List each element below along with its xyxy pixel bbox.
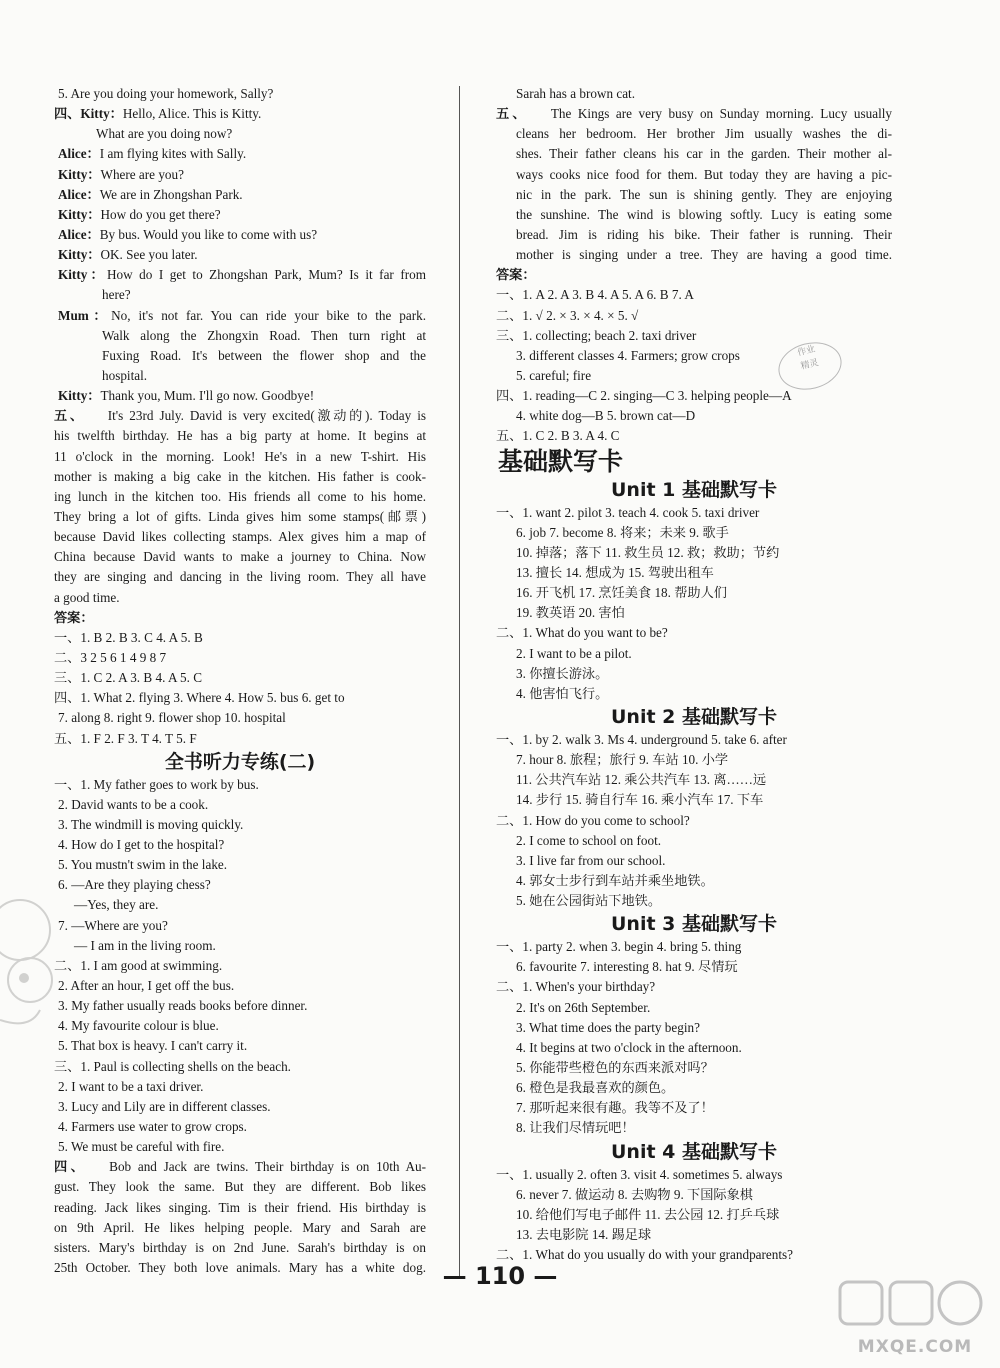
line-text: 7. 那听起来很有趣。我等不及了！ (516, 1100, 714, 1116)
text-line (496, 644, 892, 664)
line-text: the sunshine. The wind is blowing softly. Lucy is eating some (516, 206, 892, 222)
text-line (496, 957, 892, 977)
text-line (496, 1225, 892, 1245)
line-text: sisters. Mary's birthday is on 2nd June. Sarah's birthday is on (54, 1239, 426, 1255)
line-text: 二、1. √ 2. × 3. × 4. × 5. √ (496, 307, 639, 323)
text-line (54, 366, 426, 386)
text-line (54, 668, 426, 688)
line-text: 19. 教英语 20. 害怕 (516, 605, 625, 621)
line-text: 3. What time does the party begin? (516, 1019, 700, 1035)
text-line (54, 1117, 426, 1137)
text-line (496, 245, 892, 265)
line-text: 2. I want to be a taxi driver. (58, 1078, 204, 1094)
line-text: 5. 她在公园街站下地铁。 (516, 893, 662, 909)
text-line (54, 426, 426, 446)
text-line (54, 688, 426, 708)
line-text: 16. 开飞机 17. 烹饪美食 18. 帮助人们 (516, 585, 727, 601)
line-text: gust. They look the same. But they are different. Bob likes (54, 1179, 426, 1195)
text-line (54, 225, 426, 245)
line-text: 3. I live far from our school. (516, 852, 666, 868)
text-line (54, 84, 426, 104)
line-text: 5. 你能带些橙色的东西来派对吗？ (516, 1060, 714, 1076)
line-text: 5. Are you doing your homework, Sally? (58, 86, 274, 101)
text-line (54, 815, 426, 835)
text-line (496, 770, 892, 790)
line-text: 13. 去电影院 14. 踢足球 (516, 1227, 652, 1243)
text-line (54, 895, 426, 915)
watermark-url: MXQE.COM (857, 1337, 973, 1357)
line-text: nic in the park. The sun is shining gently. They are enjoying (516, 186, 892, 202)
text-line (54, 976, 426, 996)
line-text: 三、1. collecting; beach 2. taxi driver (496, 327, 697, 343)
line-text: 4. How do I get to the hospital? (58, 837, 225, 853)
line-text: 2. I want to be a pilot. (516, 645, 632, 661)
text-line (496, 386, 892, 406)
line-text: 一、1. party 2. when 3. begin 4. bring 5. thing (496, 939, 742, 955)
text-line (54, 124, 426, 144)
line-text: No, it's not far. You can ride your bike to the park. (111, 307, 426, 323)
text-line (496, 1058, 892, 1078)
speaker-label: Kitty： (58, 388, 101, 404)
text-line (496, 1098, 892, 1118)
line-text: 4. Farmers use water to grow crops. (58, 1119, 247, 1135)
text-line (496, 563, 892, 583)
line-text: 4. My favourite colour is blue. (58, 1018, 219, 1034)
text-line (54, 1057, 426, 1077)
text-line (496, 623, 892, 643)
text-line (54, 507, 426, 527)
line-text: 四、1. reading—C 2. singing—C 3. helping people—A (496, 388, 792, 404)
text-line (54, 205, 426, 225)
line-text: 4. 郭女士步行到车站并乘坐地铁。 (516, 872, 714, 888)
text-line (496, 523, 892, 543)
text-line (54, 835, 426, 855)
line-text: 一、1. A 2. A 3. B 4. A 5. A 6. B 7. A (496, 287, 694, 303)
line-text: 6. never 7. 做运动 8. 去购物 9. 下国际象棋 (516, 1186, 753, 1202)
text-line (496, 543, 892, 563)
right-column (496, 84, 892, 1265)
text-line (54, 447, 426, 467)
text-line (54, 775, 426, 795)
text-line (496, 811, 892, 831)
section-number: 五、 (54, 408, 86, 424)
line-text: 10. 掉落；落下 11. 救生员 12. 救；救助；节约 (516, 544, 780, 560)
line-text: 5. You mustn't swim in the lake. (58, 857, 228, 873)
text-line (496, 1185, 892, 1205)
text-line (54, 648, 426, 668)
text-line (496, 1078, 892, 1098)
line-text: Walk along the Zhongxin Road. Then turn right at (102, 327, 426, 343)
line-text: ways cooks nice food for them. But today they are having a pic- (516, 166, 892, 182)
text-line (496, 185, 892, 205)
unit-heading: Unit 4 基础默写卡 (611, 1140, 777, 1163)
text-line (54, 1198, 426, 1218)
text-line (496, 891, 892, 911)
text-line (496, 84, 892, 104)
section-number: 答案： (496, 267, 536, 283)
text-line (54, 265, 426, 285)
line-text: ing lunch in the kitchen too. His friends all come to his home. (54, 488, 426, 504)
line-text: 5. careful; fire (516, 367, 592, 383)
unit-heading: Unit 1 基础默写卡 (611, 478, 777, 501)
text-line (496, 583, 892, 603)
text-line (496, 503, 892, 523)
line-text: 3. The windmill is moving quickly. (58, 816, 244, 832)
text-line (54, 608, 426, 628)
line-text: Where are you? (100, 166, 184, 182)
text-line (496, 664, 892, 684)
text-line (54, 547, 426, 567)
line-text: 7. hour 8. 旅程；旅行 9. 车站 10. 小学 (516, 752, 729, 768)
line-text: 3. Lucy and Lily are in different classes. (58, 1098, 271, 1114)
line-text: How do you get there? (100, 206, 221, 222)
text-line (54, 1137, 426, 1157)
speaker-label: Kitty： (58, 247, 101, 263)
line-text: 四、1. What 2. flying 3. Where 4. How 5. bus 6. get to (54, 690, 345, 706)
line-text: 13. 擅长 14. 想成为 15. 驾驶出租车 (516, 564, 714, 580)
section-number: 五、 (496, 106, 529, 122)
line-text: Sarah has a brown cat. (516, 86, 636, 101)
speaker-label: Mum： (58, 307, 112, 323)
text-line (496, 851, 892, 871)
text-line (54, 1218, 426, 1238)
line-text: 14. 步行 15. 骑自行车 16. 乘小汽车 17. 下车 (516, 792, 764, 808)
speaker-label: Alice： (58, 186, 100, 202)
line-text: By bus. Would you like to come with us? (99, 226, 318, 242)
line-text: Thank you, Mum. I'll go now. Goodbye! (100, 388, 315, 404)
text-line (496, 1205, 892, 1225)
line-text: 5. We must be careful with fire. (58, 1139, 225, 1155)
text-line (496, 104, 892, 124)
line-text: 3. different classes 4. Farmers; grow crops (516, 347, 740, 363)
text-line (54, 1157, 426, 1177)
line-text: bread. Jim is riding his bike. Their father is running. Their (516, 226, 892, 242)
text-line (54, 245, 426, 265)
line-text: 二、1. When's your birthday? (496, 979, 656, 995)
text-line (496, 1018, 892, 1038)
text-line (496, 225, 892, 245)
text-line (496, 426, 892, 446)
text-line (496, 265, 892, 285)
line-text: 3. My father usually reads books before dinner. (58, 998, 308, 1014)
line-text: 6. favourite 7. interesting 8. hat 9. 尽情玩 (516, 959, 738, 975)
text-line (54, 567, 426, 587)
text-line (496, 285, 892, 305)
line-text: 10. 给他们写电子邮件 11. 去公园 12. 打乒乓球 (516, 1206, 780, 1222)
line-text: 5. That box is heavy. I can't carry it. (58, 1038, 248, 1054)
text-line (54, 916, 426, 936)
text-line (54, 185, 426, 205)
text-line (496, 750, 892, 770)
line-text: 一、1. My father goes to work by bus. (54, 776, 259, 792)
line-text: They bring a lot of gifts. Linda gives him some stamps(邮票) (54, 508, 426, 524)
line-text: 2. I come to school on foot. (516, 832, 662, 848)
line-text: hospital. (102, 367, 148, 383)
line-text: they are singing and dancing in the living room. They all have (54, 569, 426, 585)
line-text: mother is making a big cake in the kitchen. His father is cook- (54, 468, 426, 484)
line-text: a good time. (54, 589, 120, 605)
text-line (54, 588, 426, 608)
line-text: What are you doing now? (96, 126, 233, 142)
line-text: — I am in the living room. (74, 937, 216, 953)
line-text: It's 23rd July. David is very excited(激动的). Today is (107, 408, 426, 424)
text-line (496, 790, 892, 810)
text-line (54, 346, 426, 366)
text-line (54, 487, 426, 507)
text-line (54, 406, 426, 426)
line-text: reading. Jack likes singing. Tim is their friend. His birthday is (54, 1199, 426, 1215)
text-line (54, 628, 426, 648)
text-line (54, 855, 426, 875)
line-text: I am flying kites with Sally. (99, 146, 247, 162)
text-line (54, 467, 426, 487)
line-text: The Kings are very busy on Sunday morning. Lucy usually (550, 106, 892, 122)
line-text: here? (102, 287, 131, 303)
text-line (496, 1165, 892, 1185)
line-text: Fuxing Road. It's between the flower shop and the (102, 347, 426, 363)
text-line (54, 1238, 426, 1258)
text-line (496, 306, 892, 326)
line-text: 三、1. C 2. A 3. B 4. A 5. C (54, 670, 203, 686)
line-text: 一、1. usually 2. often 3. visit 4. sometimes 5. always (496, 1166, 783, 1182)
speaker-label: Kitty： (58, 166, 101, 182)
text-line (54, 165, 426, 185)
line-text: OK. See you later. (100, 247, 198, 263)
line-text: his twelfth birthday. He has a big party at home. It begins at (54, 428, 426, 444)
speaker-label: Kitty： (58, 267, 107, 283)
line-text: 8. 让我们尽情玩吧！ (516, 1120, 635, 1136)
line-text: because David likes collecting stamps. Alex gives him a map of (54, 529, 426, 545)
line-text: China because David wants to make a journey to China. Now (54, 549, 426, 565)
line-text: 2. After an hour, I get off the bus. (58, 978, 235, 994)
speaker-label: 四、Kitty： (54, 106, 123, 122)
line-text: 6. —Are they playing chess? (58, 877, 211, 893)
text-line (496, 1118, 892, 1138)
speaker-label: Alice： (58, 146, 100, 162)
page-number: — 110 — (442, 1262, 558, 1290)
line-text: 五、1. F 2. F 3. T 4. T 5. F (54, 730, 197, 746)
line-text: mother is singing under a tree. They are having a good time. (516, 247, 892, 263)
text-line (54, 996, 426, 1016)
text-line (54, 326, 426, 346)
text-line (496, 831, 892, 851)
line-text: How do I get to Zhongshan Park, Mum? Is it far from (106, 267, 426, 283)
line-text: 二、3 2 5 6 1 4 9 8 7 (54, 649, 167, 665)
line-text: 2. It's on 26th September. (516, 999, 651, 1015)
line-text: 三、1. Paul is collecting shells on the beach. (54, 1058, 291, 1074)
text-line (54, 729, 426, 749)
line-text: 11. 公共汽车站 12. 乘公共汽车 13. 离……远 (516, 772, 767, 788)
text-line (54, 1177, 426, 1197)
section-number: 四、 (54, 1159, 88, 1175)
text-line (496, 603, 892, 623)
text-line (54, 527, 426, 547)
line-text: 二、1. What do you want to be? (496, 625, 668, 641)
line-text: 6. 橙色是我最喜欢的颜色。 (516, 1080, 675, 1096)
text-line (496, 730, 892, 750)
text-line (54, 708, 426, 728)
text-line (496, 406, 892, 426)
section-title: 全书听力专练(二) (164, 750, 316, 773)
text-line (54, 104, 426, 124)
text-line (54, 144, 426, 164)
text-line (496, 871, 892, 891)
text-line (54, 936, 426, 956)
text-line (496, 977, 892, 997)
stamp-line-2: 精灵 (799, 358, 820, 373)
line-text: cleans her bedroom. Her brother Jim usually washes the di- (516, 126, 892, 142)
line-text: 一、1. B 2. B 3. C 4. A 5. B (54, 629, 203, 645)
line-text: 4. 他害怕飞行。 (516, 685, 609, 701)
line-text: shes. Their father cleans his car in the garden. Their mother al- (516, 146, 892, 162)
cartoon-mascot-image (0, 860, 64, 1050)
text-line (496, 1038, 892, 1058)
unit-heading: Unit 2 基础默写卡 (611, 705, 777, 728)
text-line (496, 205, 892, 225)
line-text: 一、1. want 2. pilot 3. teach 4. cook 5. taxi driver (496, 504, 760, 520)
text-line (54, 1036, 426, 1056)
text-line (54, 875, 426, 895)
line-text: on 9th April. He likes helping people. Mary and Sarah are (54, 1219, 426, 1235)
line-text: 一、1. by 2. walk 3. Ms 4. underground 5. take 6. after (496, 731, 787, 747)
line-text: 25th October. They both love animals. Mary has a white dog. (54, 1260, 426, 1276)
line-text: 五、1. C 2. B 3. A 4. C (496, 428, 620, 444)
text-line (496, 144, 892, 164)
line-text: 3. 你擅长游泳。 (516, 665, 609, 681)
text-line (54, 386, 426, 406)
column-divider (459, 86, 460, 1276)
text-line (54, 285, 426, 305)
line-text: 二、1. What do you usually do with your grandparents? (496, 1247, 794, 1263)
text-line (496, 998, 892, 1018)
speaker-label: Alice： (58, 226, 100, 242)
line-text: 二、1. I am good at swimming. (54, 957, 223, 973)
line-text: 2. David wants to be a cook. (58, 796, 209, 812)
unit-heading: Unit 3 基础默写卡 (611, 913, 777, 936)
text-line (54, 306, 426, 326)
left-column (54, 84, 426, 1278)
text-line (496, 165, 892, 185)
line-text: 11 o'clock in the morning. Look! He's in a new T-shirt. His (54, 448, 426, 464)
text-line (54, 1097, 426, 1117)
speaker-label: Kitty： (58, 206, 101, 222)
stamp-line-1: 作业 (796, 344, 817, 359)
line-text: Hello, Alice. This is Kitty. (122, 106, 262, 122)
section-heading: 基础默写卡 (498, 446, 624, 476)
line-text: We are in Zhongshan Park. (99, 186, 243, 202)
line-text: 4. It begins at two o'clock in the afternoon. (516, 1039, 742, 1055)
line-text: 7. —Where are you? (58, 917, 168, 933)
section-number: 答案： (54, 609, 94, 625)
text-line (54, 956, 426, 976)
line-text: Bob and Jack are twins. Their birthday is on 10th Au- (109, 1159, 426, 1175)
text-line (496, 124, 892, 144)
text-line (496, 684, 892, 704)
line-text: 6. job 7. become 8. 将来；未来 9. 歌手 (516, 524, 729, 540)
text-line (496, 937, 892, 957)
line-text: 7. along 8. right 9. flower shop 10. hospital (58, 710, 286, 726)
text-line (54, 1016, 426, 1036)
text-line (54, 1077, 426, 1097)
line-text: —Yes, they are. (74, 897, 159, 913)
line-text: 4. white dog—B 5. brown cat—D (516, 408, 696, 424)
text-line (54, 795, 426, 815)
line-text: 二、1. How do you come to school? (496, 812, 690, 828)
